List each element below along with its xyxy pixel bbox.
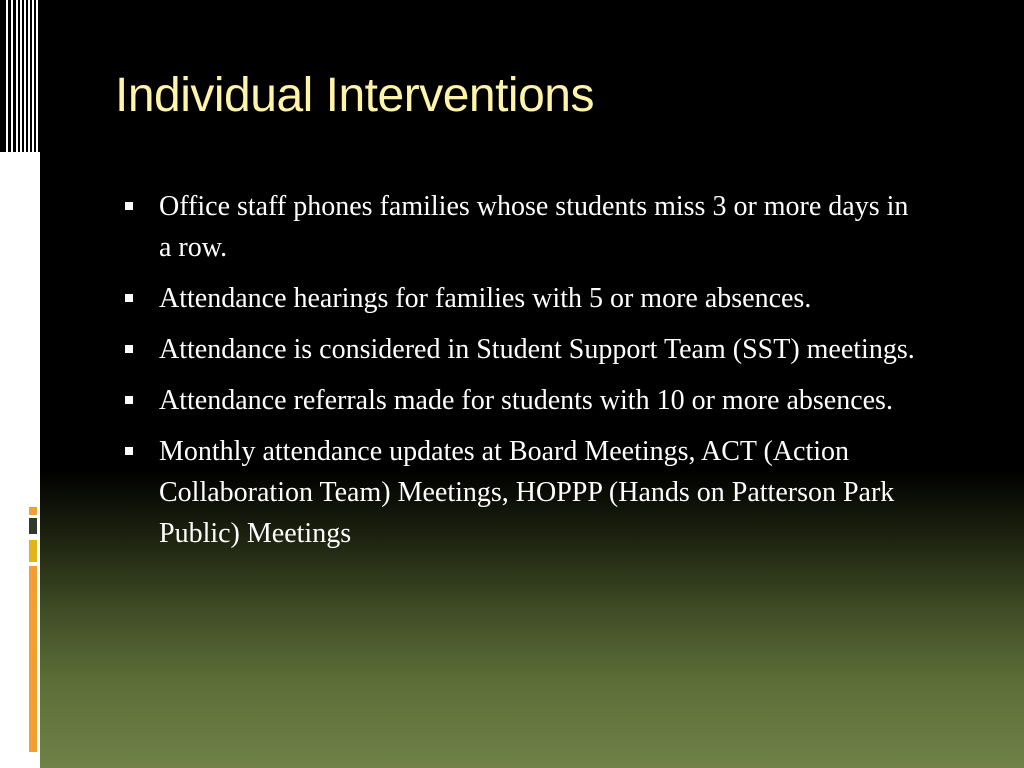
bullet-list	[125, 186, 925, 564]
square-bullet-icon	[125, 345, 133, 353]
bullet-item	[125, 329, 925, 370]
accent-block-orange-small	[29, 507, 37, 515]
left-decor-strip	[0, 0, 40, 768]
accent-block-dark	[29, 518, 37, 534]
accent-bar-orange	[29, 566, 37, 752]
square-bullet-icon	[125, 202, 133, 210]
square-bullet-icon	[125, 447, 133, 455]
bullet-text: Monthly attendance updates at Board Meetings, ACT (Action Collaboration Team) Meetings, HOPPP (Hands on Patterson Park Public) Meetings	[159, 436, 895, 549]
vertical-stripes-decor	[0, 0, 40, 160]
bullet-text: Office staff phones families whose students miss 3 or more days in a row.	[159, 191, 909, 263]
bullet-text: Attendance referrals made for students with 10 or more absences.	[159, 385, 893, 416]
accent-block-yellow	[29, 540, 37, 562]
square-bullet-icon	[125, 294, 133, 302]
bullet-text: Attendance hearings for families with 5 or more absences.	[159, 283, 812, 314]
bullet-item	[125, 431, 925, 554]
bullet-item	[125, 380, 925, 421]
bullet-item	[125, 278, 925, 319]
slide-title: Individual Interventions	[115, 69, 594, 122]
bullet-text: Attendance is considered in Student Support Team (SST) meetings.	[159, 334, 915, 365]
bullet-item	[125, 186, 925, 268]
square-bullet-icon	[125, 396, 133, 404]
